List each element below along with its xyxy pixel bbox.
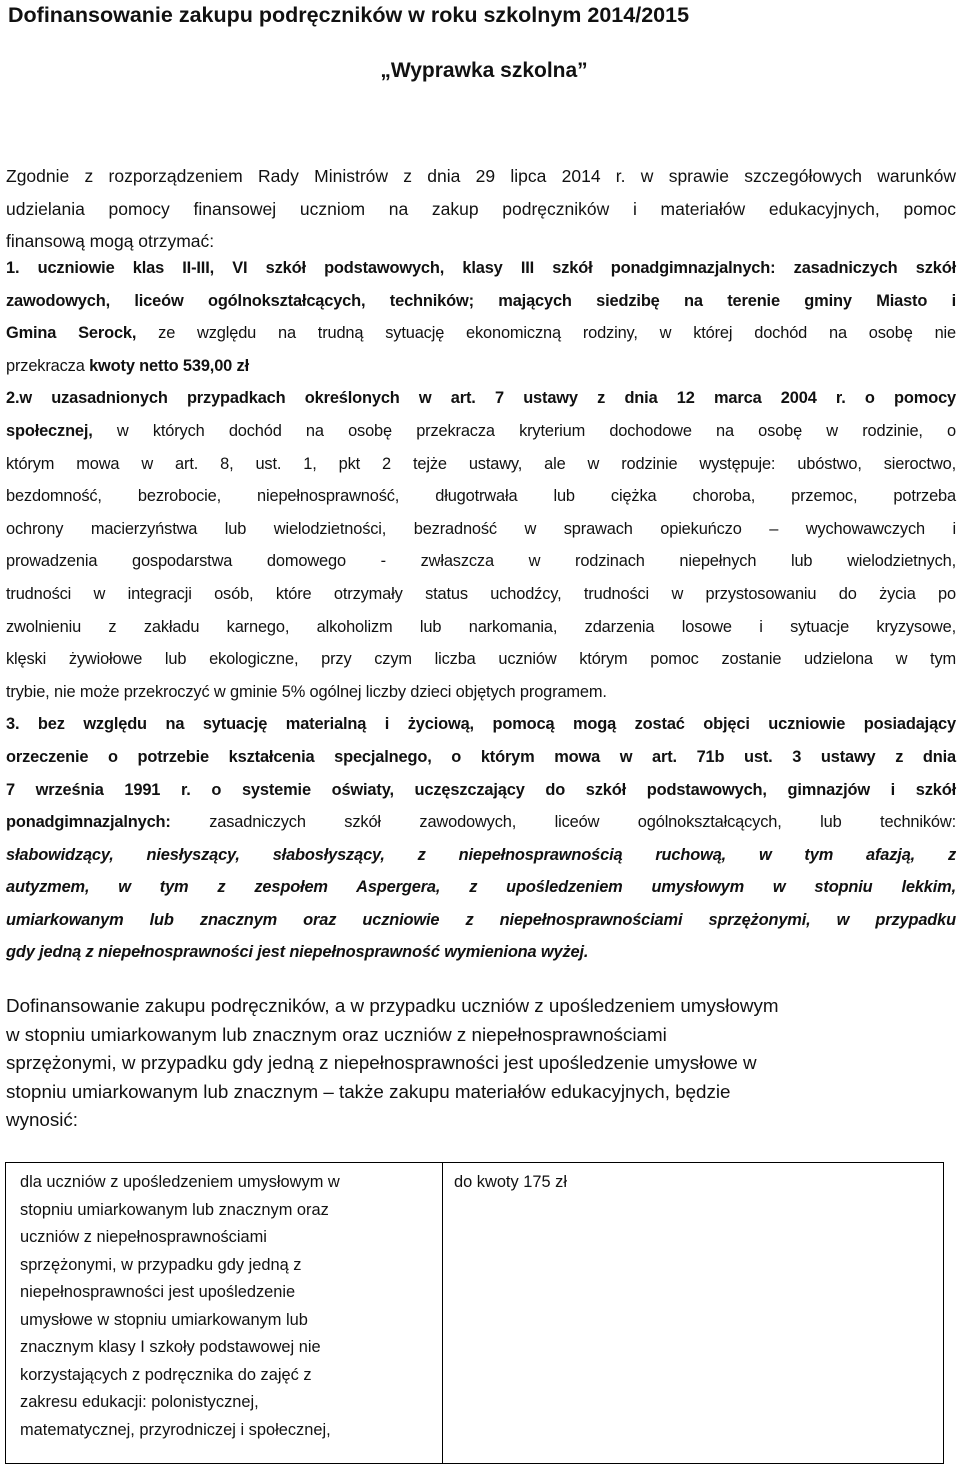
- point-3-bold: ponadgimnazjalnych:: [6, 813, 171, 832]
- point-3-text: zasadniczych szkół zawodowych, liceów ogólnokształcących, lub techników:: [170, 813, 956, 832]
- point-2-line: trybie, nie może przekroczyć w gminie 5% ogólnej liczby dzieci objętych programem.: [6, 682, 607, 701]
- point-1-line: zawodowych, liceów ogólnokształcących, techników; mających siedzibę na terenie gminy Miasto i: [6, 291, 956, 310]
- eligibility-list: [6, 252, 956, 969]
- point-3-line: 7 września 1991 r. o systemie oświaty, uczęszczający do szkół podstawowych, gimnazjów i szkół: [6, 780, 956, 799]
- cell-line: uczniów z niepełnosprawnościami: [20, 1228, 267, 1246]
- funding-line: sprzężonymi, w przypadku gdy jedną z niepełnosprawności jest upośledzenie umysłowe w: [6, 1052, 757, 1073]
- funding-line: wynosić:: [6, 1109, 79, 1130]
- point-1-line: 1. uczniowie klas II-III, VI szkół podstawowych, klasy III szkół ponadgimnazjalnych: zasadniczych szkół: [6, 259, 956, 277]
- point-3-line: [6, 806, 956, 839]
- document-title: Dofinansowanie zakupu podręczników w roku szkolnym 2014/2015: [8, 3, 690, 27]
- funding-paragraph: [6, 992, 956, 1135]
- income-threshold: kwoty netto 539,00 zł: [89, 356, 249, 375]
- intro-line: finansową mogą otrzymać:: [6, 231, 215, 251]
- intro-paragraph: [6, 160, 956, 258]
- cell-line: dla uczniów z upośledzeniem umysłowym w: [20, 1173, 340, 1191]
- funding-table: [5, 1162, 944, 1464]
- cell-line: umysłowe w stopniu umiarkowanym lub: [20, 1310, 308, 1329]
- cell-line: sprzężonymi, w przypadku gdy jedną z: [20, 1255, 302, 1274]
- point-2-text: w których dochód na osobę przekracza kryterium dochodowe na osobę w rodzinie, o: [92, 421, 956, 440]
- point-1-text: przekracza: [6, 356, 90, 375]
- point-2-line: trudności w integracji osób, które otrzymały status uchodźcy, trudności w przystosowaniu do życia po: [6, 584, 956, 603]
- cell-line: korzystających z podręcznika do zajęć z: [20, 1365, 312, 1384]
- point-2-line: klęski żywiołowe lub ekologiczne, przy czym liczba uczniów którym pomoc zostanie udzielona w tym: [6, 650, 956, 669]
- table-row: [6, 1163, 944, 1464]
- intro-line: udzielania pomocy finansowej uczniom na zakup podręczników i materiałów edukacyjnych, pomoc: [6, 198, 956, 219]
- funding-line: w stopniu umiarkowanym lub znacznym oraz uczniów z niepełnosprawnościami: [6, 1023, 667, 1045]
- document-subtitle: „Wyprawka szkolna”: [380, 59, 588, 82]
- point-1-bold: Gmina Serock,: [6, 324, 137, 343]
- point-1-text: ze względu na trudną sytuację ekonomiczną rodziny, w której dochód na osobę nie: [136, 324, 956, 343]
- point-3-line: 3. bez względu na sytuację materialną i życiową, pomocą mogą zostać objęci uczniowie posiadający: [6, 715, 956, 734]
- point-2-line: bezdomność, bezrobocie, niepełnosprawność, długotrwała lub ciężka choroba, przemoc, potrzeba: [6, 487, 956, 506]
- point-1-line: [6, 350, 956, 383]
- point-2-bold: społecznej,: [6, 421, 93, 440]
- funding-line: stopniu umiarkowanym lub znacznym – także zakupu materiałów edukacyjnych, będzie: [6, 1080, 731, 1102]
- cell-line: niepełnosprawności jest upośledzenie: [20, 1283, 296, 1301]
- intro-line: Zgodnie z rozporządzeniem Rady Ministrów z dnia 29 lipca 2014 r. w sprawie szczegółowych warunków: [6, 166, 956, 186]
- point-3-line: słabowidzący, niesłyszący, słabosłyszący, z niepełnosprawnością ruchową, w tym afazją, z: [6, 845, 956, 864]
- point-1-line: [6, 317, 956, 350]
- point-3-line: gdy jedną z niepełnosprawności jest niepełnosprawność wymieniona wyżej.: [6, 943, 589, 962]
- point-2-line: którym mowa w art. 8, ust. 1, pkt 2 tejże ustawy, ale w rodzinie występuje: ubóstwo, sieroctwo,: [6, 454, 956, 473]
- point-2-line: 2.w uzasadnionych przypadkach określonych w art. 7 ustawy z dnia 12 marca 2004 r. o pomocy: [6, 389, 956, 408]
- cell-line: matematycznej, przyrodniczej i społecznej,: [20, 1420, 331, 1439]
- point-2-line: [6, 415, 956, 448]
- amount-text: do kwoty 175 zł: [454, 1173, 567, 1191]
- point-3-line: autyzmem, w tym z zespołem Aspergera, z upośledzeniem umysłowym w stopniu lekkim,: [6, 878, 956, 897]
- cell-line: stopniu umiarkowanym lub znacznym oraz: [20, 1200, 329, 1219]
- point-2-line: prowadzenia gospodarstwa domowego - zwłaszcza w rodzinach niepełnych lub wielodzietnych,: [6, 552, 956, 571]
- cell-line: zakresu edukacji: polonistycznej,: [20, 1393, 259, 1411]
- point-3-line: orzeczenie o potrzebie kształcenia specjalnego, o którym mowa w art. 71b ust. 3 ustawy z dnia: [6, 747, 956, 766]
- cell-line: znacznym klasy I szkoły podstawowej nie: [20, 1338, 321, 1356]
- funding-line: Dofinansowanie zakupu podręczników, a w przypadku uczniów z upośledzeniem umysłowym: [6, 995, 779, 1016]
- table-cell-description: [6, 1163, 443, 1464]
- point-2-line: zwolnieniu z zakładu karnego, alkoholizm lub narkomania, zdarzenia losowe i sytuacje kryzysowe,: [6, 617, 956, 636]
- table-cell-amount: [443, 1163, 944, 1464]
- point-3-line: umiarkowanym lub znacznym oraz uczniowie z niepełnosprawnościami sprzężonymi, w przypadku: [6, 910, 956, 929]
- point-2-line: ochrony macierzyństwa lub wielodzietności, bezradność w sprawach opiekuńczo – wychowawczych i: [6, 519, 956, 538]
